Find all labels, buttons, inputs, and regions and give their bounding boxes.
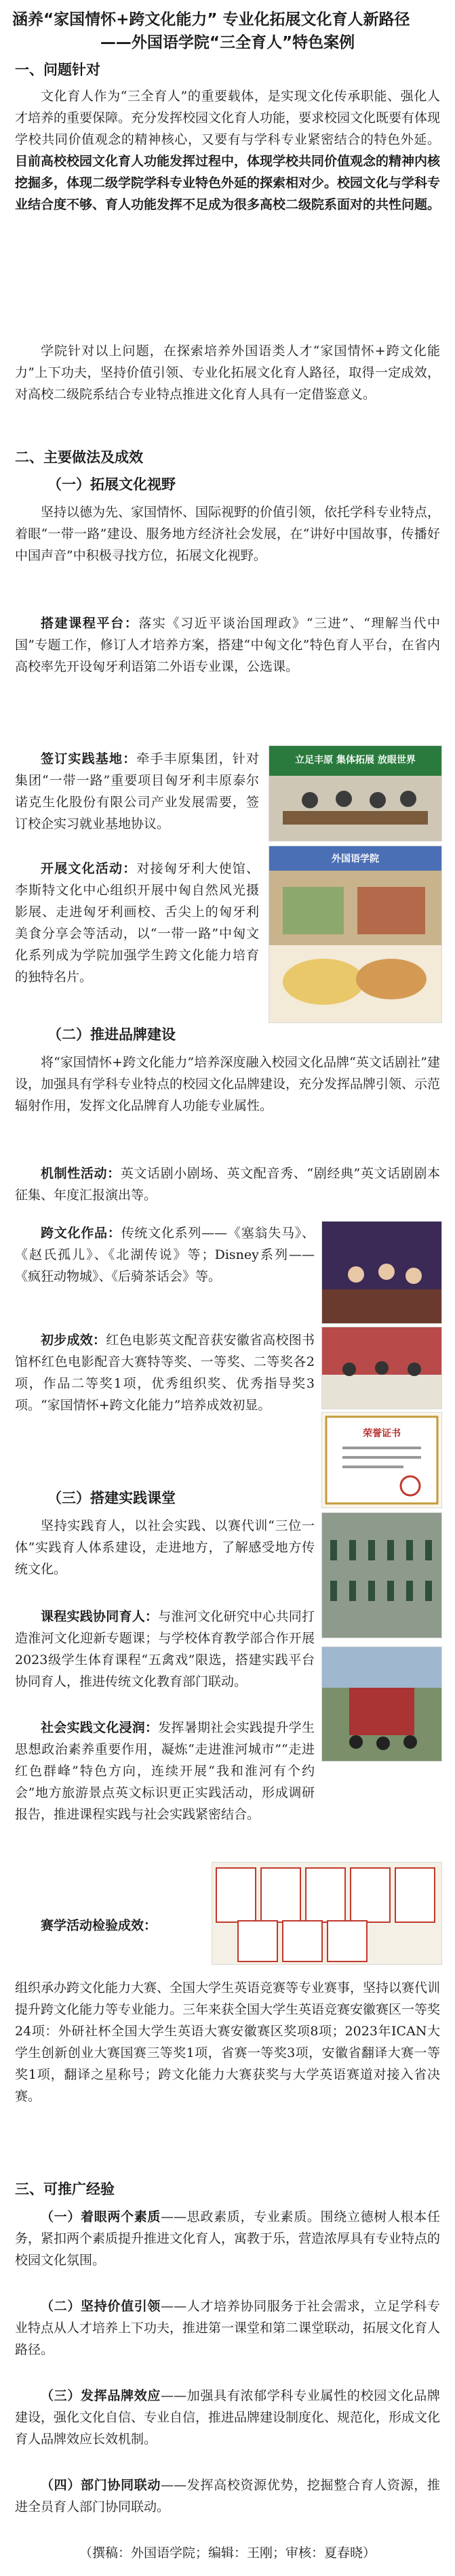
social-practice-photo	[321, 1646, 442, 1762]
culture-activity-photo	[269, 846, 442, 1023]
award-ceremony-photo	[321, 1327, 442, 1409]
culture-activity-photo-caption: 外国语学院	[332, 854, 379, 865]
subheading-brand-building: （二）推进品牌建设	[47, 1026, 176, 1043]
section1-paragraph-1: 文化育人作为“三全育人”的重要载体，是实现文化传承职能、强化人才培养的重要保障。充分发挥校园文化育人功能，要求校园文化既要有体现学校共同价值观念的精神核心，又要有与学科专业紧密结合的特色外延。目前高校校园文化育人功能发挥过程中，体现学校共同价值观念的精神内核挖掘多，体现二级学院学科专业特色外延的探索相对少。校园文化与学科专业结合度不够、育人功能发挥不足成为很多高校二级院系面对的共性问题。	[15, 89, 441, 212]
experience-paragraph-1: （一）着眼两个素质——思政素质，专业素质。围绕立德树人根本任务，紧扣两个素质提升推进文化育人，寓教于乐，营造浓厚具有专业特点的校园文化氛围。	[15, 2209, 441, 2268]
social-practice-paragraph: 社会实践文化浸润：发挥暑期社会实践提升学生思想政治素养重要作用，凝炼“走进淮河城市”“走进红色群峰”特色方向，连续开展“我和淮河有个约会”地方旅游景点英文标识更正实践活动，形成调研报告，推进课程实践与社会实践紧密结合。	[15, 1720, 315, 1822]
competition-results-paragraph-a: 赛学活动检验成效：	[41, 1918, 157, 1933]
base-signing-photo-caption: 立足丰原 集体拓展 放眼世界	[295, 755, 416, 766]
drama-performance-photo-graphic	[322, 1222, 441, 1323]
practice-classroom-paragraph: 坚持实践育人，以社会实践、以赛代训“三位一体”实践育人体系建设，走进地方，了解感受地方传统文化。	[15, 1518, 315, 1577]
section-heading-3: 三、可推广经验	[15, 2181, 115, 2197]
section2-paragraph-1: 坚持以德为先、家国情怀、国际视野的价值引领，依托学科专业特点，着眼“一带一路”建设、服务地方经济社会发展，在“讲好中国故事，传播好中国声音”中积极寻找方位，拓展文化视野。	[15, 505, 441, 563]
initial-results-paragraph: 初步成效：红色电影英文配音获安徽省高校图书馆杯红色电影配音大赛特等奖、一等奖、二等奖各2项，作品二等奖1项，优秀组织奖、优秀指导奖3项。“家国情怀+跨文化能力”培养成效初显。	[15, 1333, 315, 1413]
practice-base-paragraph: 签订实践基地：牵手丰原集团，针对集团“一带一路”重要项目匈牙利丰原泰尔诺克生化股份有限公司产业发展需要，签订校企实习就业基地协议。	[15, 751, 259, 831]
section1-paragraph-2: 学院针对以上问题，在探索培养外国语类人才“家国情怀+跨文化能力”上下功夫，坚持价值引领、专业化拓展文化育人路径，取得一定成效，对高校二级院系结合专业特点推进文化育人具有一定借鉴意义。	[15, 344, 440, 402]
brand-building-paragraph: 将“家国情怀+跨文化能力”培养深度融入校园文化品牌“英文话剧社”建设，加强具有学科专业特点的校园文化品牌建设，充分发挥品牌引领、示范辐射作用，发挥文化品牌育人功能专业属性。	[15, 1055, 441, 1113]
drama-performance-photo	[321, 1221, 442, 1324]
course-platform-paragraph: 搭建课程平台：落实《习近平谈治国理政》“三进”、“理解当代中国”专题工作，修订人才培养方案，搭建“中匈文化”特色育人平台，在省内高校率先开设匈牙利语第二外语专业课，公选课。	[15, 616, 440, 674]
honor-certificate-caption: 荣誉证书	[363, 1428, 401, 1439]
article-title	[12, 8, 443, 54]
section-heading-2: 二、主要做法及成效	[15, 449, 143, 465]
credits-footer: （撰稿：外国语学院；编辑：王刚；审核：夏春晓）	[79, 2546, 376, 2560]
competition-results-paragraph: 组织承办跨文化能力大赛、全国大学生英语竞赛等专业赛事，坚持以赛代训提升跨文化能力等专业能力。三年来获全国大学生英语竞赛安徽赛区一等奖24项：外研社杯全国大学生英语大赛安徽赛区奖项8项；2023年ICAN大学生创新创业大赛国赛三等奖1项，省赛一等奖3项，安徽省翻译大赛一等奖1项，翻译之星称号；跨文化能力大赛获奖与大学英语赛道对接入省决赛。	[15, 1980, 441, 2104]
experience-paragraph-4: （四）部门协同联动——发挥高校资源优势，挖掘整合育人资源，推进全员育人部门协同联动。	[15, 2478, 440, 2514]
competition-certificates-image	[212, 1862, 442, 1965]
wuqinxi-exercise-photo	[321, 1512, 442, 1638]
experience-paragraph-2: （二）坚持价值引领——人才培养协同服务于社会需求，立足学科专业特点从人才培养上下功夫，推进第一课堂和第二课堂联动，拓展文化育人路径。	[15, 2299, 441, 2357]
honor-certificate-image	[321, 1412, 442, 1508]
cross-culture-works-paragraph: 跨文化作品：传统文化系列——《塞翁失马》、《赵氏孤儿》、《北湖传说》等；Disney系列——《疯狂动物城》、《后骑茶话会》等。	[15, 1226, 315, 1284]
wuqinxi-exercise-photo-graphic	[322, 1513, 441, 1638]
social-practice-photo-graphic	[322, 1647, 441, 1761]
base-signing-photo	[269, 745, 442, 842]
subheading-practice-classroom: （三）搭建实践课堂	[47, 1490, 176, 1506]
title-line-2: ——外国语学院“三全育人”特色案例	[100, 34, 355, 51]
mechanism-activity-paragraph: 机制性活动：英文话剧小剧场、英文配音秀、“剧经典”英文话剧剧本征集、年度汇报演出等。	[15, 1166, 440, 1203]
title-line-1: 涵养“家国情怀+跨文化能力” 专业化拓展文化育人新路径	[12, 11, 410, 28]
competition-certificates-graphic	[212, 1863, 441, 1964]
experience-paragraph-3: （三）发挥品牌效应——加强具有浓郁学科专业属性的校园文化品牌建设，强化文化自信、专业自信，推进品牌建设制度化、规范化，形成文化育人品牌效应长效机制。	[15, 2388, 441, 2447]
award-ceremony-photo-graphic	[322, 1327, 441, 1409]
course-practice-paragraph: 课程实践协同育人：与淮河文化研究中心共同打造淮河文化迎新专题课；与学校体育教学部合作开展2023级学生体育课程“五禽戏”限选，搭建实践平台协同育人，推进传统文化教育部门联动。	[15, 1609, 315, 1689]
section-heading-1: 一、问题针对	[15, 62, 100, 78]
culture-activity-photo-graphic	[269, 846, 441, 1022]
subheading-expand-vision: （一）拓展文化视野	[47, 476, 176, 493]
culture-activity-paragraph: 开展文化活动：对接匈牙利大使馆、李斯特文化中心组织开展中匈自然风光摄影展、走进匈牙利画校、舌尖上的匈牙利美食分享会等活动，以“一带一路”中匈文化系列成为学院加强学生跨文化能力培育的独特名片。	[15, 861, 259, 984]
